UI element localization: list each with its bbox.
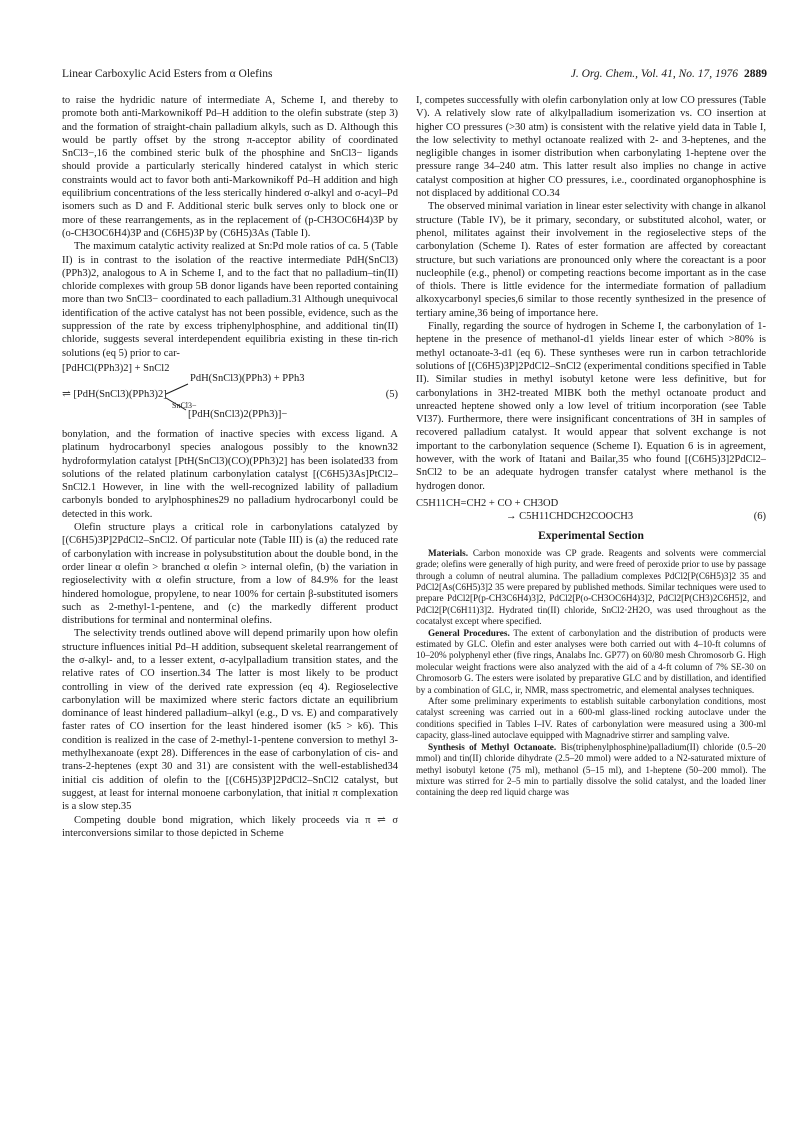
paragraph: Finally, regarding the source of hydrogen in Scheme I, the carbonylation of 1-heptene in the presence of methanol-d1 yields linear ester of which >80% is methyl octanoate-3-d1 (eq 6). These syntheses were run in carbon tetrachloride solutions of [(C6H5)3P]2PdCl2–SnCl2 (experimental conditions specified in Table II). Similar studies in methyl isobutyl ketone were less definitive, but for carbonylations in 3H2-treated MIBK both the methyl octanoate product and unreacted heptene showed only a low level of tritium incorporation (see Table VI37). Furthermore, there were insignificant concentrations of 3H in samples of recovered palladium catalyst. It would appear that solvent exchange is not important to the carbonylation sequence (Scheme I). Equation 6 is in agreement, however, with the work of Itatani and Bailar,35 who found [(C6H5)3]2PdCl2–SnCl2 to be an adequate hydrogen transfer catalyst where methanol is the hydrogen donor. — [416, 321, 766, 492]
eq5-upper-product: PdH(SnCl3)(PPh3) + PPh3 — [190, 372, 305, 384]
page-number: 2889 — [744, 68, 767, 80]
journal-name: J. Org. Chem., Vol. 41, No. 17, 1976 — [570, 68, 738, 80]
paragraph: Olefin structure plays a critical role in carbonylations catalyzed by [(C6H5)3P]2PdCl2–SnCl2. Of particular note (Table III) is (a) the reduced rate of carbonylation with increase in polysubstitution about the double bond, in the order linear α olefin > branched α olefin > internal olefin, (b) the variation in regioselectivity with α olefin structure, from a low of 84.9% for the least hindered homologue, propylene, to near 100% for certain β-substituted isomers such as 2-methyl-1-pentene, and (c) the markedly different product distributions for terminal and nonterminal olefins. — [62, 522, 398, 627]
paragraph: The observed minimal variation in linear ester selectivity with change in alkanol structure (Table IV), be it primary, secondary, or substituted alcohol, water, or phenol, militates against their involvement in the regioselective steps of the carbonylation (Scheme I). Rates of ester formation are affected by coreactant structure, but such variations are pronounced only where the coreactant is a poor nucleophile (e.g., phenol) or competing reactions become important as in the case of thiols. There is little evidence for the intermediate formation of palladium alkoxycarbonyl species,6 similar to those recently synthesized in the presence of tertiary amine,36 being of importance here. — [416, 201, 766, 319]
synthesis-heading: Synthesis of Methyl Octanoate. — [428, 741, 557, 752]
general-procedures-text: The extent of carbonylation and the distribution of products were estimated by GLC. Olefin and ester analyses were both carried out with 4–10-ft columns of 10–20% polyphenyl ether (five rings, Analabs Inc. GP77) on 60/80 mesh Chromosorb G. High molecular weight fractions were also analyzed with the aid of a 4-ft column of 7% SE-30 on Chromosorb G. The esters were isolated by preparative GLC and by distillation, and identified by a combination of GLC, ir, NMR, mass spectrometric, and elemental analyses techniques. — [416, 627, 766, 695]
paragraph: I, competes successfully with olefin carbonylation only at low CO pressures (Table V). A relatively slow rate of alkylpalladium isomerization vs. CO insertion at higher CO pressures (>30 atm) is consistent with the relative yield data in Table I, the low selectivity to methyl octanoate realized with 2- and 3-heptenes, and the negligible changes in isomer distribution when carbonylating 1-heptene over the pressure range 34–240 atm. This latter result also implies no change in active catalyst composition at higher CO pressures, i.e., coordinated organophosphine is not displaced by additional CO.34 — [416, 95, 766, 200]
right-column — [416, 94, 766, 1104]
materials-paragraph — [416, 548, 766, 628]
paragraph: The maximum catalytic activity realized at Sn:Pd mole ratios of ca. 5 (Table II) is in contrast to the isolation of the reactive intermediate PdH(SnCl3)(PPh3)2, analogous to A in Scheme I, and to the fact that no palladium–tin(II) chloride complexes with group 5B donor ligands have been reported containing more than two SnCl3− coordinated to each palladium.31 Although unequivocal identification of the active catalyst has not been possible, evidence, such as the suppression of the rate by excess triphenylphosphine, and additional tin(II) chloride, suggests several interdependent equilibria existing in these tin-rich solutions (eq 5) prior to car- — [62, 241, 398, 359]
eq5-middle: ⇌ [PdH(SnCl3)(PPh3)2] — [62, 388, 167, 400]
eq5-tag: (5) — [385, 388, 398, 400]
general-procedures-heading: General Procedures. — [428, 627, 510, 638]
running-head — [62, 68, 767, 84]
left-column — [62, 94, 398, 1104]
materials-heading: Materials. — [428, 547, 469, 558]
eq6-reactants: C5H11CH=CH2 + CO + CH3OD — [416, 497, 559, 509]
journal-citation — [571, 68, 767, 80]
eq5-reactants: [PdHCl(PPh3)2] + SnCl2 — [62, 362, 170, 374]
running-title: Linear Carboxylic Acid Esters from α Olefins — [62, 68, 273, 80]
paragraph: bonylation, and the formation of inactive species with excess ligand. A platinum hydrocarbonyl species analogous possibly to the known32 hydroformylation catalyst [PtH(SnCl3)(CO)(PPh3)2] has been isolated33 from solutions of the related platinum carbonylation catalyst [(C6H5)3As]PtCl2–SnCl2.1 However, in line with the well-recognized lability of palladium carbonyls bonded to arylphosphines29 no palladium hydrocarbonyl could be detected in this work. — [62, 428, 398, 520]
synthesis-text: Bis(triphenylphosphine)palladium(II) chloride (0.5–20 mmol) and tin(II) chloride dihydrate (2.5–20 mmol) were added to a N2-saturated mixture of methyl isobutyl ketone (75 ml), methanol (5–15 ml), and 1-heptene (50–200 mmol). The mixture was stirred for 2–5 min to partially dissolve the solid catalyst, and the loaded liner containing the deep red liquid charge was — [416, 741, 766, 798]
eq6-product: → C5H11CHDCH2COOCH3 — [506, 511, 634, 523]
materials-text: Carbon monoxide was CP grade. Reagents and solvents were commercial grade; olefins were generally of high purity, and were freed of peroxide prior to use by passage through a column of neutral alumina. The palladium complexes PdCl2[P(C6H5)3]2 35 and PdCl2[As(C6H5)3]2 35 were prepared by published methods. Similar techniques were used to prepare PdCl2[P(p-CH3C6H4)3]2, PdCl2[P(o-CH3OC6H4)3]2, PdCl2[P(CH3)2C6H5]2, and PdCl2[P(C6H11)3]2. Hydrated tin(II) chloride, SnCl2·2H2O, was used throughout as the cocatalyst except where specified. — [416, 547, 766, 627]
general-procedures-paragraph — [416, 628, 766, 696]
eq6-product-line — [416, 510, 766, 523]
section-heading: Experimental Section — [538, 529, 644, 542]
eq6-tag: (6) — [753, 511, 766, 523]
paragraph: After some preliminary experiments to establish suitable carbonylation conditions, most catalyst screening was carried out in a 600-ml glass-lined rocking autoclave under the conditions specified in Tables I–IV. Rates of carbonylation were measured using a 300-ml capacity, glass-lined autoclave equipped with Magnadrive stirrer and sampling valve. — [416, 696, 766, 741]
eq5-sncl3-label: SnCl3− — [172, 400, 197, 410]
paragraph: to raise the hydridic nature of intermediate A, Scheme I, and thereby to promote both anti-Markownikoff Pd–H addition to the olefin substrate (step 3) and the formation of straight-chain palladium alkyls, such as D. Although this would be partly offset by the strong π-acceptor ability of coordinated SnCl3−,16 the combined steric bulk of the phosphine and SnCl3− ligands should provide a particularly sterically hindered catalyst in which steric constraints would act to favor both anti-Markownikoff Pd–H addition and high equilibrium concentrations of the less sterically hindered σ-alkyl and σ-acyl–Pd isomers such as D and F. Additional steric bulk serves only to block one or more of these rearrangements, as in the replacement of (p-CH3OC6H4)3P by (o-CH3OC6H4)3P and (C6H5)3P by (C6H5)3As (Table I). — [62, 95, 398, 239]
eq5-lower-product: [PdH(SnCl3)2(PPh3)]− — [188, 408, 288, 420]
paragraph: Competing double bond migration, which likely proceeds via π ⇌ σ interconversions similar to those depicted in Scheme — [62, 814, 398, 839]
paragraph: The selectivity trends outlined above will depend primarily upon how olefin structure influences initial Pd–H addition, subsequent skeletal rearrangement of the σ-alkyl- and, to a lesser extent, σ-acylpalladium transition states, and the relative rates of CO insertion.34 The latter is most likely to be product controlling in view of the derived rate expression (eq 4). Regioselective carbonylation will be maximized where steric factors dictate an equilibrium dominance of least hindered palladium–alkyl (e.g., D vs. E) and comparatively faster rates of CO insertion for the least hindered isomer (k5 > k6). This condition is realized in the case of 2-methyl-1-pentene conversion to methyl 3-methylhexanoate (expt 28). Differences in the ease of carbonylation of cis- and trans-2-heptenes (expt 30 and 31) are consistent with the well-established34 initial cis addition of olefin to the [(C6H5)3P]2PdCl2–SnCl2 catalyst, but suggest, at least for internal monoene carbonylation, that initial π complexation is a slow step.35 — [62, 628, 398, 813]
synthesis-paragraph — [416, 742, 766, 799]
equation-6 — [416, 497, 766, 524]
equation-5 — [62, 362, 398, 424]
